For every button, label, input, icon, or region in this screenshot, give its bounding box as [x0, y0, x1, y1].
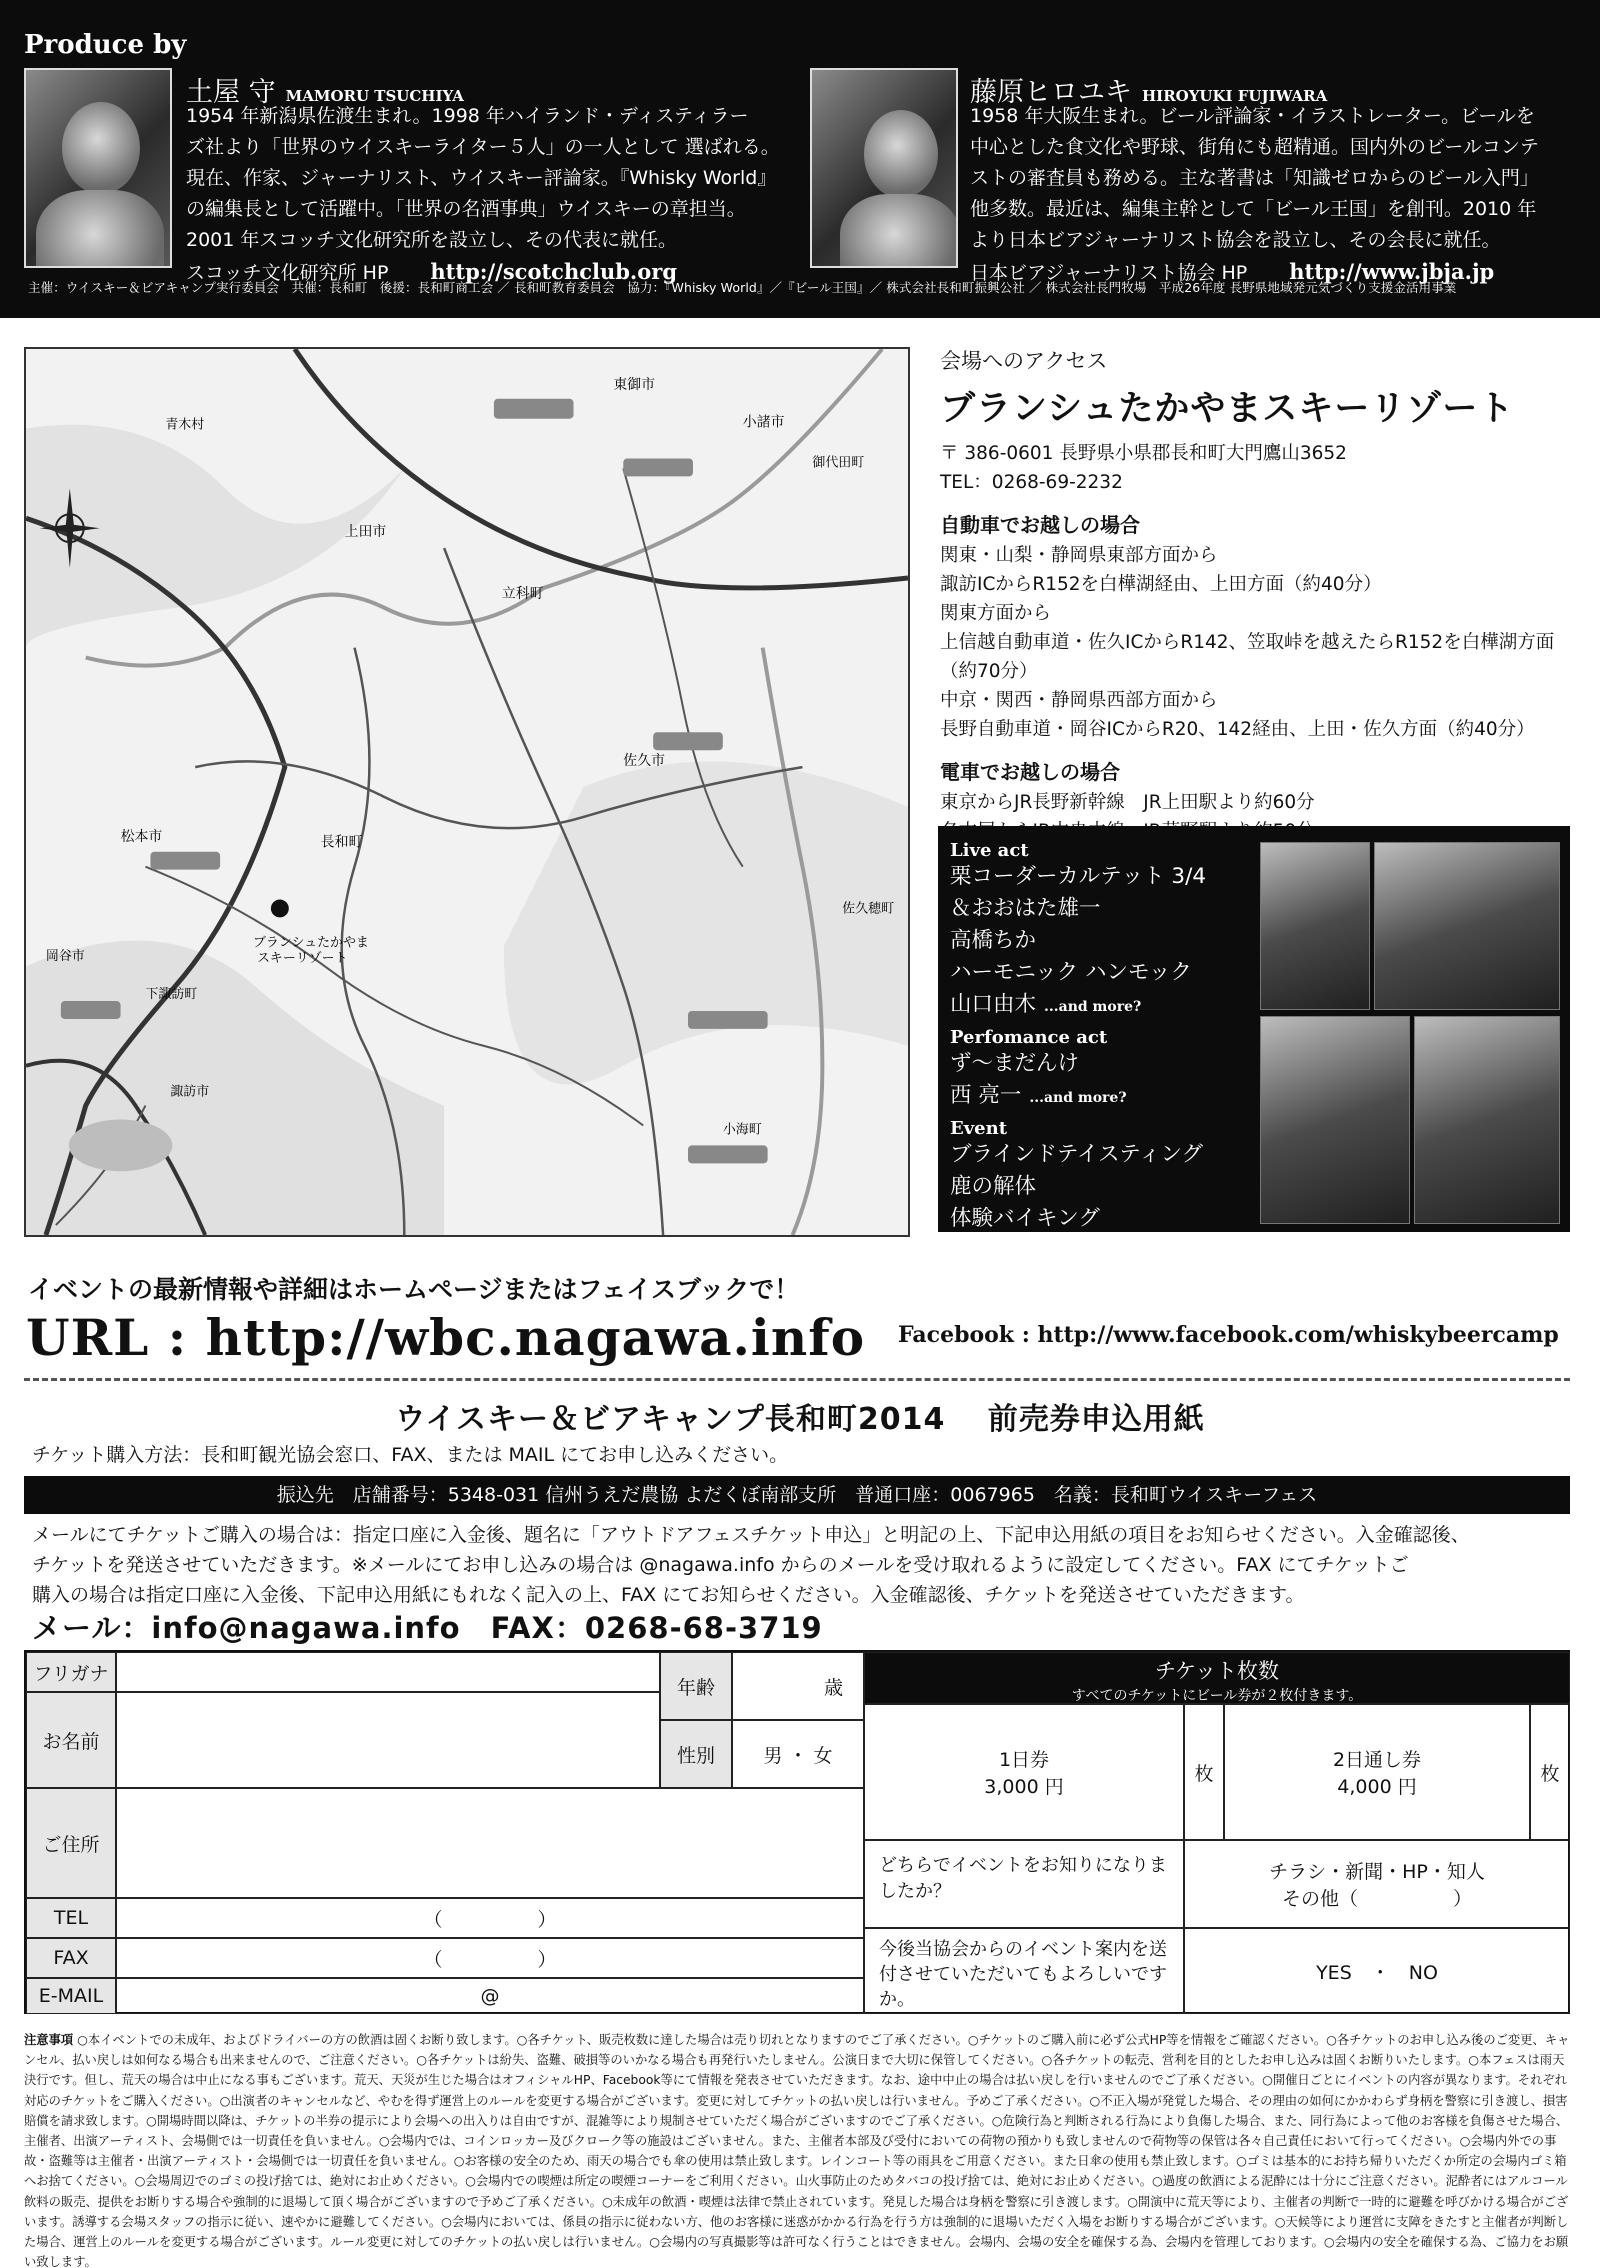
producer2-hp-label: 日本ビアジャーナリスト協会 HP — [970, 262, 1248, 284]
day1-price: 3,000 円 — [984, 1776, 1064, 1798]
order-form — [24, 1650, 1570, 2014]
day2-price: 4,000 円 — [1337, 1776, 1417, 1798]
purchase-method: チケット購入方法：長和町観光協会窓口、FAX、または MAIL にてお申し込みください。 — [32, 1444, 789, 1466]
train-line: 東京からJR長野新幹線 JR上田駅より約60分 — [940, 792, 1315, 813]
event-heading: Event — [950, 1118, 1008, 1139]
live-list — [950, 840, 1250, 1267]
band-photo-1 — [1260, 842, 1370, 1010]
tel-field[interactable]: （ ） — [116, 1898, 864, 1938]
car-line: （約70分） — [940, 661, 1038, 682]
day2-ticket — [1224, 1704, 1530, 1840]
venue-marker-icon — [271, 900, 289, 918]
sex-options[interactable]: 男 ・ 女 — [732, 1720, 864, 1788]
producer2-hp-url[interactable]: http://www.jbja.jp — [1289, 259, 1495, 284]
name-field[interactable] — [116, 1692, 660, 1788]
map-label: 御代田町 — [812, 455, 865, 471]
bank-info-bar: 振込先 店舗番号：5348-031 信州うえだ農協 よだくぼ南部支所 普通口座：0067965 名義：長和町ウイスキーフェス — [24, 1476, 1570, 1514]
live-item: ＆おおはた雄一 — [950, 896, 1101, 921]
producer1-bio-line: 現在、作家、ジャーナリスト、ウイスキー評論家。『Whisky World』 — [186, 167, 777, 189]
producer1-photo — [24, 68, 172, 268]
ticket-header — [864, 1652, 1570, 1704]
producer1-bio-line: の編集長として活躍中。「世界の名酒事典」ウイスキーの章担当。 — [186, 198, 746, 220]
perf-heading: Perfomance act — [950, 1027, 1108, 1048]
car-line: 関東・山梨・静岡県東部方面から — [940, 545, 1218, 566]
mail-note-line: メールにてチケットご購入の場合は：指定口座に入金後、題名に「アウトドアフェスチケット申込」と明記の上、下記申込用紙の項目をお知らせください。入金確認後、 — [32, 1524, 1470, 1546]
map-label: 立科町 — [501, 585, 544, 602]
address-field[interactable] — [116, 1788, 864, 1898]
access-heading: 会場へのアクセス — [940, 349, 1108, 373]
divider — [24, 1378, 1570, 1381]
mail-note — [32, 1520, 1572, 1610]
ticket-sub: すべてのチケットにビール券が２枚付きます。 — [1071, 1688, 1363, 1704]
map-label: スキーリゾート — [256, 951, 348, 967]
map-label: 諏訪市 — [170, 1084, 210, 1100]
access-section — [940, 345, 1580, 846]
venue-name: ブランシュたかやまスキーリゾート — [940, 389, 1515, 429]
producer2-bio-line: 中心とした食文化や野球、街角にも超精通。国内外のビールコンテ — [970, 136, 1539, 158]
mail-note-line: 購入の場合は指定口座に入金後、下記申込用紙にもれなく記入の上、FAX にてお知らせください。入金確認後、チケットを発送させていただきます。 — [32, 1584, 1305, 1606]
and-more: ...and more? — [1044, 999, 1142, 1015]
perf-item: 西 亮一 — [950, 1083, 1022, 1108]
live-act-box — [938, 826, 1570, 1263]
age-unit: 歳 — [823, 1677, 843, 1699]
tasting-photo — [1414, 1016, 1560, 1224]
map-label: 佐久市 — [623, 753, 666, 770]
ticket-heading: チケット枚数 — [1154, 1659, 1280, 1683]
how-question: どちらでイベントをお知りになりましたか？ — [864, 1840, 1184, 1928]
address-label: ご住所 — [26, 1788, 116, 1898]
producer2-romaji: HIROYUKI FUJIWARA — [1142, 87, 1328, 105]
map-label: ブランシュたかやま — [252, 935, 369, 951]
map-label: 東御市 — [613, 376, 656, 393]
live-item: ハーモニック ハンモック — [950, 960, 1192, 985]
mail-note-line: チケットを発送させていただきます。※メールにてお申し込みの場合は @nagawa.info からのメールを受け取れるように設定してください。FAX にてチケットご — [32, 1554, 1409, 1576]
producer1-romaji: MAMORU TSUCHIYA — [285, 87, 464, 105]
producer2-bio-line: 他多数。最近は、編集主幹として「ビール王国」を創刊。2010 年 — [970, 198, 1537, 220]
event-item: ブラインドテイスティング — [950, 1142, 1204, 1167]
producer1-hp-label: スコッチ文化研究所 HP — [186, 262, 389, 284]
sex-label: 性別 — [660, 1720, 732, 1788]
live-heading: Live act — [950, 840, 1029, 861]
furigana-label: フリガナ — [26, 1652, 116, 1692]
notes-label: 注意事項 — [24, 2033, 74, 2047]
map-label: 上田市 — [344, 524, 387, 541]
producer2-photo — [810, 68, 958, 268]
map-label: 佐久穂町 — [842, 901, 895, 917]
venue-tel: TEL：0268-69-2232 — [940, 472, 1123, 493]
performance-photo — [1260, 1016, 1410, 1224]
train-heading: 電車でお越しの場合 — [940, 760, 1120, 784]
info-line: イベントの最新情報や詳細はホームページまたはフェイスブックで！ — [28, 1275, 800, 1304]
sponsor-line: 主催：ウイスキー＆ビアキャンプ実行委員会 共催：長和町 後援：長和町商工会 ／ 長和町教育委員会 協力：『Whisky World』／『ビール王国』／ 株式会社長和町振興公社 ／ 株式会社長門牧場 平成26年度 長野県地域発元気づくり支援金活用事業 — [28, 280, 1457, 295]
producer1-bio — [186, 101, 786, 289]
event-item: 体験バイキング — [950, 1206, 1100, 1231]
car-line: 中京・関西・静岡県西部方面から — [940, 690, 1218, 711]
notes-text: ○本イベントでの未成年、およびドライバーの方の飲酒は固くお断り致します。○各チケット、販売枚数に達した場合は売り切れとなりますのでご了承ください。○チケットのご購入前に必ず公式HP等を情報をご確認ください。○各チケットのお申し込み後のご変更、キャンセル、払い戻しは如何なる場合も出来ませんので、ご注意ください。○各チケットは紛失、盗難、破損等のいかなる場合も再発行いたしません。公演日まで大切に保管してください。○各チケットの転売、営利を目的としたお申し込みは固くお断りいたします。○本フェスは雨天決行です。但し、荒天の場合は中止になる事もございます。荒天、天災が生じた場合はオフィシャルHP、Facebook等にて情報を発表させていただきます。なお、途中中止の場合は払い戻しを行いませんのでご了承ください。○開催日ごとにイベントの内容が異なります。それぞれ対応のチケットをご購入ください。○出演者のキャンセルなど、やむを得ず運営上のルールを変更する場合がございます。変更に対してチケットの払い戻しは行いません。予めご了承ください。○不正入場が発覚した場合、その理由の如何にかかわらず身柄を警察に引き渡し、損害賠償を請求致します。○開場時間以降は、チケットの半券の提示により会場への出入りは自由ですが、混雑等により規制させていただく場合がございますのでご了承ください。○危険行為と判断される行為により負傷した場合、また、同行為によって他のお客様を負傷させた場合、主催者、出演アーティスト、会場側では一切責任を負いません。○会場内では、コインロッカー及びクローク等の施設はございません。また、主催者本部及び受付においての荷物の預かりも致しませんので荷物等の保管は各々自己責任において行ってください。○会場内外での事故・盗難等は主催者・出演アーティスト・会場側では一切責任を負いません。○お客様の安全のため、雨天の場合でも傘の使用は禁止致します。レインコート等の雨具をご用意ください。また日傘の使用も禁止致します。○ゴミは基本的にお持ち帰りいただくか所定の会場内ゴミ箱へお捨てください。○会場周辺でのゴミの投げ捨ては、絶対にお止めください。○会場内での喫煙は所定の喫煙コーナーをご利用ください。山火事防止のためタバコの投げ捨ては、絶対にお止めください。○過度の飲酒による泥酔には十分にご注意ください。泥酔者にはアルコール飲料の販売、提供をお断りする場合や強制的に退場して頂く場合がございますので予めご了承ください。○未成年の飲酒・喫煙は法律で禁止されています。発見した場合は身柄を警察に引き渡します。○開演中に荒天等により、主催者の判断で一時的に避難を呼びかける場合がございます。誘導する会場スタッフの指示に従い、速やかに避難してください。○会場内においては、係員の指示に従わない方、他のお客様に迷惑がかかる行為を行う方は強制的に退場いただく入場をお断りする場合がございます。○天候等により運営に支障をきたすと主催者が判断した場合、運営上のルールを変更する場合がございます。ルール変更に対してのチケットの払い戻しは行いません。○会場内の写真撮影等は許可なく行うことはできません。会場内、会場の安全を確保する為、会場内を管理しております。○会場内の安全を確保する為、ご協力をお願い致します。 — [24, 2033, 1570, 2268]
and-more: ...and more? — [1029, 1090, 1127, 1106]
order-form-title: ウイスキー＆ビアキャンプ長和町2014 前売券申込用紙 — [395, 1402, 1205, 1437]
email-label: E-MAIL — [26, 1978, 116, 2014]
notify-answer[interactable]: YES ・ NO — [1184, 1928, 1570, 2014]
producer1-bio-line: ズ社より「世界のウイスキーライター５人」の一人として 選ばれる。 — [186, 136, 780, 158]
car-heading: 自動車でお越しの場合 — [940, 513, 1140, 537]
producer2-name: 藤原ヒロユキ — [970, 77, 1132, 108]
producer1-bio-line: 1954 年新潟県佐渡生まれ。1998 年ハイランド・ディスティラー — [186, 105, 749, 127]
producer2-bio-line: より日本ビアジャーナリスト協会を設立し、その会長に就任。 — [970, 229, 1501, 251]
producer1-name: 土屋 守 — [186, 77, 276, 108]
live-item: 高橋ちか — [950, 928, 1037, 953]
facebook-url[interactable]: Facebook : http://www.facebook.com/whiskybeercamp — [898, 1322, 1559, 1348]
day1-ticket — [864, 1704, 1184, 1840]
area-map — [24, 347, 910, 1237]
live-item: 栗コーダーカルテット 3/4 — [950, 864, 1207, 889]
perf-item: ず～まだんけ — [950, 1051, 1080, 1076]
map-label: 松本市 — [120, 828, 163, 845]
how-answer-2: その他（ ） — [1281, 1888, 1472, 1910]
map-svg — [26, 349, 908, 1235]
map-label: 長和町 — [320, 834, 363, 851]
how-answers[interactable] — [1184, 1840, 1570, 1928]
day2-label: 2日通し券 — [1332, 1749, 1422, 1771]
age-label: 年齢 — [660, 1652, 732, 1720]
producer2-bio-line: 1958 年大阪生まれ。ビール評論家・イラストレーター。ビールを — [970, 105, 1535, 127]
producer1-hp-url[interactable]: http://scotchclub.org — [430, 259, 678, 284]
producer2-bio — [970, 101, 1580, 289]
map-label: 岡谷市 — [45, 949, 85, 965]
map-label: 小諸市 — [742, 414, 785, 431]
map-label: 青木村 — [165, 417, 205, 433]
producer1-bio-line: 2001 年スコッチ文化研究所を設立し、その代表に就任。 — [186, 229, 678, 251]
fax-label: FAX — [26, 1938, 116, 1978]
how-answer-1: チラシ・新聞・HP・知人 — [1269, 1861, 1485, 1883]
map-label: 小海町 — [722, 1122, 762, 1138]
tel-label: TEL — [26, 1898, 116, 1938]
contact-info: メール：info@nagawa.info FAX：0268-68-3719 — [32, 1611, 823, 1645]
car-line: 長野自動車道・岡谷ICからR20、142経由、上田・佐久方面（約40分） — [940, 719, 1535, 740]
event-item: ビアスタンプラリー 他 — [950, 1238, 1186, 1263]
age-field[interactable] — [732, 1652, 864, 1720]
furigana-field[interactable] — [116, 1652, 660, 1692]
email-field[interactable]: @ — [116, 1978, 864, 2014]
producer2-bio-line: ストの審査員も務める。主な著書は「知識ゼロからのビール入門」 — [970, 167, 1539, 189]
fax-field[interactable]: （ ） — [116, 1938, 864, 1978]
terms-notes — [24, 2030, 1570, 2268]
car-line: 上信越自動車道・佐久ICからR142、笠取峠を越えたらR152を白樺湖方面 — [940, 632, 1555, 653]
live-item: 山口由木 — [950, 992, 1037, 1017]
day1-label: 1日券 — [998, 1749, 1050, 1771]
band-photo-2 — [1374, 842, 1560, 1010]
name-label: お名前 — [26, 1692, 116, 1788]
car-line: 諏訪ICからR152を白樺湖経由、上田方面（約40分） — [940, 574, 1382, 595]
producer-header — [0, 0, 1600, 318]
day1-count[interactable]: 枚 — [1184, 1704, 1224, 1840]
car-line: 関東方面から — [940, 603, 1052, 624]
produce-by-label: Produce by — [24, 30, 187, 60]
event-item: 鹿の解体 — [950, 1174, 1037, 1199]
venue-address: 〒 386-0601 長野県小県郡長和町大門鷹山3652 — [940, 443, 1347, 464]
notify-question: 今後当協会からのイベント案内を送付させていただいてもよろしいですか。 — [864, 1928, 1184, 2014]
map-label: 下諏訪町 — [145, 987, 198, 1003]
day2-count[interactable]: 枚 — [1530, 1704, 1570, 1840]
website-url[interactable]: URL : http://wbc.nagawa.info — [26, 1308, 866, 1367]
